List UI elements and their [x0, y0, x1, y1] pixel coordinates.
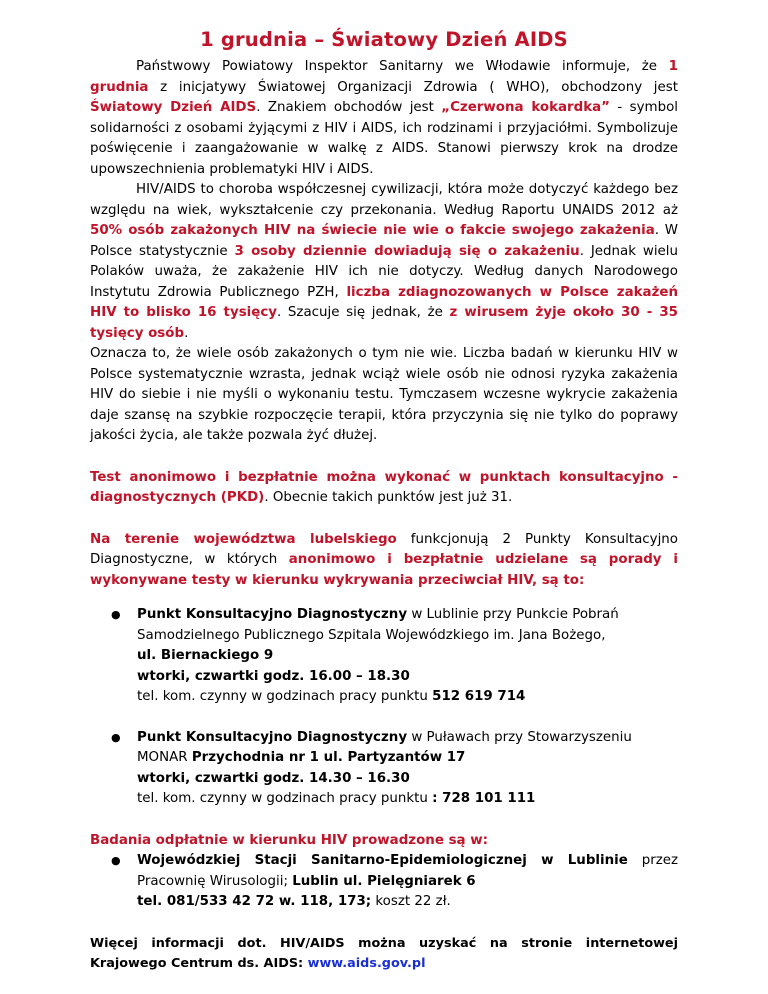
point-address: Przychodnia nr 1 ul. Partyzantów 17	[191, 750, 466, 765]
lubelskie-text: funkcjonują 2 Punkty Konsultacyjno Diagnostyczne, w których	[90, 531, 678, 567]
paid-station-name: Wojewódzkiej Stacji Sanitarno-Epidemiologicznej w Lublinie	[137, 853, 628, 868]
intro-ribbon-highlight: „Czerwona kokardka”	[441, 100, 610, 115]
point-phone: : 728 101 111	[432, 791, 536, 806]
page-title: 1 grudnia – Światowy Dzień AIDS	[200, 28, 568, 51]
facts-text-3: . Jednak wielu Polaków uważa, że zakażenie HIV ich nie dotyczy. Według danych Narodowego Instytutu Zdrowia Publicznego PZH,	[90, 243, 678, 300]
pkd-highlight: Test anonimowo i bezpłatnie można wykonać w punktach konsultacyjno - diagnostycznych (PKD)	[90, 469, 678, 505]
intro-event-highlight: Światowy Dzień AIDS	[90, 100, 257, 115]
facts-text-2: . W Polsce statystycznie	[90, 223, 678, 259]
facts-text-1: HIV/AIDS to choroba współczesnej cywilizacji, która może dotyczyć każdego bez względu na wiek, wykształcenie czy przekonania. Według Raportu UNAIDS 2012 aż	[90, 182, 678, 218]
hiv-facts-paragraph	[90, 180, 678, 344]
point-desc: w Puławach przy Stowarzyszeniu MONAR	[137, 729, 632, 765]
point-name: Punkt Konsultacyjno Diagnostyczny	[137, 607, 408, 622]
testing-paragraph: Oznacza to, że wiele osób zakażonych o tym nie wie. Liczba badań w kierunku HIV w Polsce systematycznie wzrasta, jednak wciąż wiele osób nie odnosi ryzyka zakażenia HIV do siebie i nie myśli o wykonaniu testu. Tymczasem wczesne wykrycie zakażenia daje szansę na szybkie rozpoczęcie terapii, która przyczynia się nie tylko do poprawy jakości życia, ale także pozwala żyć dłużej.	[90, 346, 678, 443]
bullet-icon: ●	[111, 608, 121, 621]
footer-text: Więcej informacji dot. HIV/AIDS można uzyskać na stronie internetowej Krajowego Centrum ds. AIDS:	[90, 935, 678, 971]
paid-station-address: Lublin ul. Pielęgniarek 6	[292, 873, 476, 889]
facts-highlight-2: 3 osoby dziennie dowiadują się o zakażeniu	[234, 243, 580, 259]
list-item	[111, 728, 678, 810]
facts-highlight-3: liczba zdiagnozowanych w Polsce zakażeń HIV to blisko 16 tysięcy	[90, 284, 678, 320]
intro-text-2: z inicjatywy Światowej Organizacji Zdrowia ( WHO), obchodzony jest	[148, 79, 678, 95]
point-address: ul. Biernackiego 9	[137, 648, 274, 663]
bullet-icon: ●	[111, 854, 121, 867]
paid-station-cost: koszt 22 zł.	[371, 894, 451, 909]
intro-date-highlight: 1 grudnia	[90, 59, 678, 95]
bullet-icon: ●	[111, 730, 121, 744]
pkd-text: . Obecnie takich punktów jest już 31.	[264, 490, 513, 505]
pkd-paragraph	[90, 468, 678, 509]
facts-text-5: .	[184, 325, 189, 341]
list-item	[111, 851, 678, 913]
point-hours: wtorki, czwartki godz. 14.30 – 16.30	[137, 770, 410, 786]
facts-text-4: . Szacuje się jednak, że	[277, 305, 450, 320]
facts-highlight-1: 50% osób zakażonych HIV na świecie nie wie o fakcie swojego zakażenia	[90, 223, 655, 238]
facts-highlight-4: z wirusem żyje około 30 - 35 tysięcy osób	[90, 305, 678, 341]
intro-text-1: Państwowy Powiatowy Inspektor Sanitarny we Włodawie informuje, że	[136, 59, 669, 74]
paid-tests-list	[90, 851, 678, 913]
footer-paragraph	[90, 934, 678, 975]
pkd-points-list	[90, 605, 678, 708]
intro-text-3: . Znakiem obchodów jest	[256, 100, 442, 115]
paid-station-phone: tel. 081/533 42 72 w. 118, 173;	[137, 894, 372, 909]
point-phone: 512 619 714	[432, 689, 526, 704]
pkd-points-list-2	[90, 728, 678, 810]
point-hours: wtorki, czwartki godz. 16.00 – 18.30	[137, 668, 410, 684]
intro-paragraph	[90, 57, 678, 180]
paid-station-desc: przez Pracownię Wirusologii;	[137, 853, 678, 889]
lubelskie-paragraph	[90, 530, 678, 592]
point-phone-label: tel. kom. czynny w godzinach pracy punktu	[137, 791, 433, 806]
paid-tests-heading: Badania odpłatnie w kierunku HIV prowadzone są w:	[90, 832, 488, 848]
lubelskie-highlight-2: anonimowo i bezpłatnie udzielane są porady i wykonywane testy w kierunku wykrywania przeciwciał HIV, są to:	[90, 552, 678, 588]
intro-text-4: - symbol solidarności z osobami żyjącymi z HIV i AIDS, ich rodzinami i przyjaciółmi. Symbolizuje poświęcenie i zaangażowanie w walkę z AIDS. Stanowi pierwszy krok na drodze upowszechnienia problematyki HIV i AIDS.	[90, 100, 678, 177]
aids-website-link[interactable]: www.aids.gov.pl	[307, 956, 426, 971]
lubelskie-highlight-1: Na terenie województwa lubelskiego	[90, 531, 397, 547]
point-name: Punkt Konsultacyjno Diagnostyczny	[137, 729, 408, 745]
point-phone-label: tel. kom. czynny w godzinach pracy punktu	[137, 689, 433, 704]
list-item	[111, 605, 678, 708]
point-desc: w Lublinie przy Punkcie Pobrań Samodzielnego Publicznego Szpitala Wojewódzkiego im. Jana Bożego,	[137, 607, 619, 643]
